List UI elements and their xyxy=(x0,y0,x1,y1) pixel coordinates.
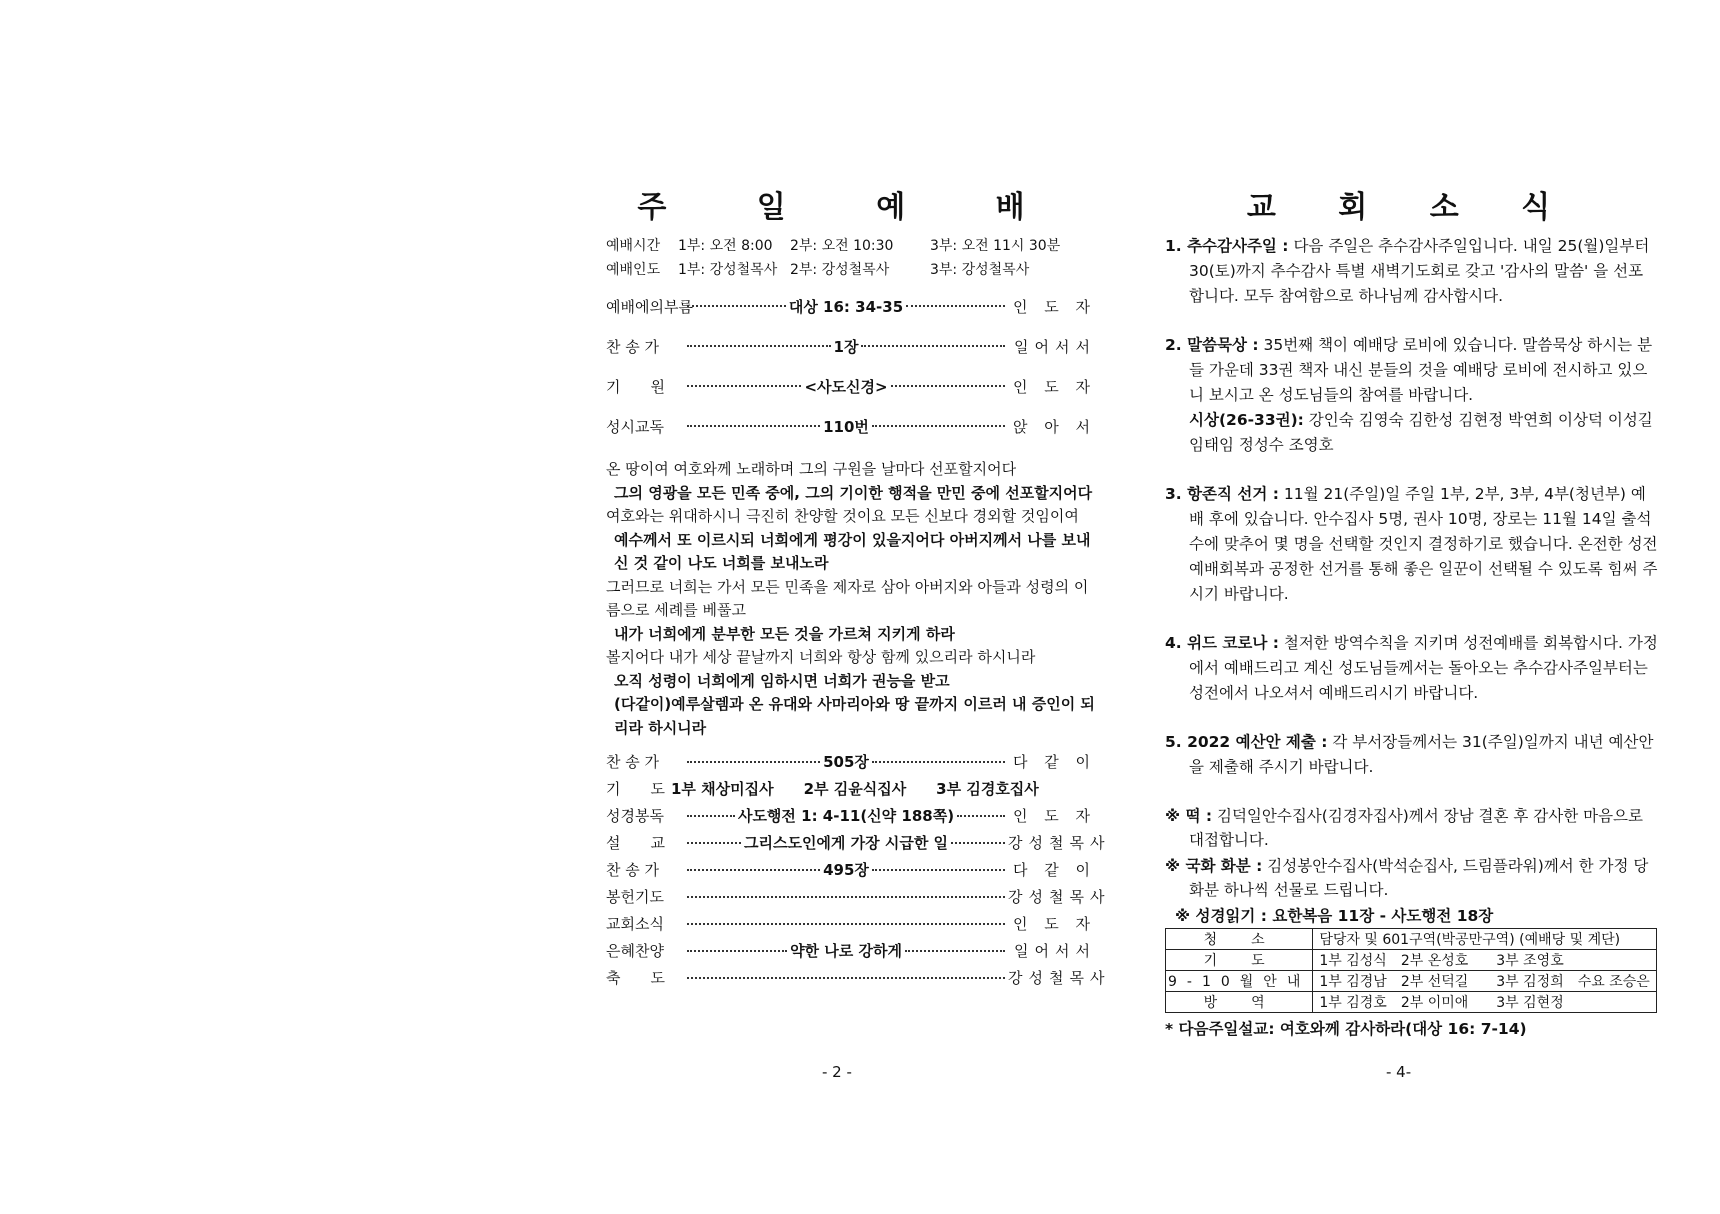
dotted-leader xyxy=(684,923,1008,925)
note-heading: ※ 떡 : xyxy=(1165,807,1213,825)
order-item xyxy=(606,829,1111,856)
worship-order-page xyxy=(606,190,1111,991)
order-item-name: 찬 송 가 xyxy=(606,861,660,879)
verse-line: 온 땅이여 여호와께 노래하며 그의 구원을 날마다 선포할지어다 xyxy=(606,460,1017,478)
news-item xyxy=(1165,631,1658,706)
order-item-leader: 일어서서 xyxy=(1014,942,1096,960)
leader-line xyxy=(906,305,1005,307)
dotted-leader xyxy=(684,896,1008,898)
order-item-leader: 인 도 자 xyxy=(1012,807,1096,825)
order-item-leader: 인 도 자 xyxy=(1012,377,1096,396)
news-body: 11월 21(주일)일 주일 1부, 2부, 3부, 4부(청년부) 예배 후에 있습니다. 안수집사 5명, 권사 10명, 장로는 11월 14일 출석수에 맞추어 몇 명을 선택할 것인지 결정하기로 했습니다. 온전한 성전예배회복과 공정한 선거를 통해 좋은 일꾼이 선택될 수 있도록 힘써 주시기 바랍니다. xyxy=(1189,485,1658,603)
order-item xyxy=(606,326,1096,366)
order-item-name: 찬 송 가 xyxy=(606,337,660,356)
news-heading: 2. 말씀묵상 : xyxy=(1165,336,1259,354)
leader-line xyxy=(687,345,831,347)
order-item xyxy=(606,406,1096,446)
leader-line xyxy=(861,345,1005,347)
order-item xyxy=(606,366,1096,406)
order-item-leader: 다 같 이 xyxy=(1012,861,1096,879)
order-item-content: 대상 16: 34-35 xyxy=(788,297,904,316)
order-top xyxy=(606,286,1096,446)
notes-list xyxy=(1165,804,1658,902)
verse-line: 여호와는 위대하시니 극진히 찬양할 것이요 모든 신보다 경외할 것임이여 xyxy=(606,507,1079,525)
order-item-leader: 인 도 자 xyxy=(1012,915,1096,933)
note-item xyxy=(1165,804,1658,852)
verse-line: 내가 너희에게 분부한 모든 것을 가르쳐 지키게 하라 xyxy=(614,624,955,643)
order-item xyxy=(606,937,1096,964)
duty-assignees: 담당자 및 601구역(박공만구역) (예배당 및 계단) xyxy=(1313,929,1656,950)
order-item-name: 교회소식 xyxy=(606,915,664,933)
dotted-leader xyxy=(684,940,1008,961)
duty-row xyxy=(1166,971,1657,992)
order-item-content: 그리스도인에게 가장 시급한 일 xyxy=(743,834,949,852)
order-item xyxy=(606,802,1096,829)
news-sub xyxy=(1189,408,1658,458)
dotted-leader xyxy=(684,376,1008,397)
responsive-reading xyxy=(606,458,1096,740)
duty-row xyxy=(1166,950,1657,971)
leader-line xyxy=(957,815,1005,817)
news-sub-heading: 시상(26-33권): xyxy=(1189,411,1304,429)
leader-line xyxy=(687,950,787,952)
news-heading: 3. 항존직 선거 : xyxy=(1165,485,1279,503)
note-item xyxy=(1165,854,1658,902)
leader-line xyxy=(687,896,1005,898)
order-item-content: 495장 xyxy=(823,861,869,879)
order-item-name: 기 도 xyxy=(606,780,665,798)
church-news-page xyxy=(1165,190,1658,1039)
verse-line: 예수께서 또 이르시되 너희에게 평강이 있을지어다 아버지께서 나를 보내신 것 같이 나도 너희를 보내노라 xyxy=(614,530,1091,572)
times-col-3: 3부: 강성철목사 xyxy=(930,262,1030,278)
leader-line xyxy=(872,761,1005,763)
dotted-leader xyxy=(684,805,1008,826)
order-item-content: <사도신경> xyxy=(804,377,888,396)
order-item-leader: 일어서서 xyxy=(1014,337,1096,356)
news-body: 다음 주일은 추수감사주일입니다. 내일 25(월)일부터 30(토)까지 추수감사 특별 새벽기도회로 갖고 '감사의 말씀' 을 선포합니다. 모두 참여함으로 하나님께 감사합시다. xyxy=(1189,237,1650,305)
order-bottom xyxy=(606,748,1111,991)
note-body: 김덕일안수집사(김경자집사)께서 장남 결혼 후 감사한 마음으로 대접합니다. xyxy=(1189,807,1644,849)
leader-line xyxy=(872,869,1005,871)
order-item-content: 약한 나로 강하게 xyxy=(790,942,902,960)
leader-line xyxy=(687,761,820,763)
duty-row xyxy=(1166,929,1657,950)
order-item-content: 505장 xyxy=(823,753,869,771)
duty-role: 9-10월안내 xyxy=(1166,971,1313,992)
order-item-content: 1장 xyxy=(833,337,859,356)
order-item xyxy=(606,856,1096,883)
order-item-name: 성시교독 xyxy=(606,417,664,436)
verse-line: 그의 영광을 모든 민족 중에, 그의 기이한 행적을 만민 중에 선포할지어다 xyxy=(614,483,1093,502)
times-col-1: 1부: 오전 8:00 xyxy=(678,238,773,254)
order-item xyxy=(606,910,1096,937)
times-row xyxy=(606,234,1096,258)
times-label: 예배시간 xyxy=(606,238,661,254)
dotted-leader xyxy=(684,336,1008,357)
times-label: 예배인도 xyxy=(606,262,661,278)
times-col-2: 2부: 오전 10:30 xyxy=(790,238,894,254)
order-item-content: 사도행전 1: 4-11(신약 188쪽) xyxy=(737,807,955,825)
dotted-leader xyxy=(684,416,1008,437)
leader-line xyxy=(687,923,1005,925)
news-heading: 1. 추수감사주일 : xyxy=(1165,237,1289,255)
next-sermon: * 다음주일설교: 여호와께 감사하라(대상 16: 7-14) xyxy=(1165,1020,1527,1038)
leader-line xyxy=(687,842,741,844)
duty-row xyxy=(1166,992,1657,1013)
news-body: 35번째 책이 예배당 로비에 있습니다. 말씀묵상 하시는 분들 가운데 33권 책자 내신 분들의 것을 예배당 로비에 전시하고 있으니 보시고 온 성도님들의 참여를 바랍니다. xyxy=(1189,336,1653,404)
order-item-content: 1부 채상미집사 2부 김윤식집사 3부 김경호집사 xyxy=(670,780,1039,798)
order-item-leader: 다 같 이 xyxy=(1012,753,1096,771)
page-number-right: - 4- xyxy=(1386,1063,1412,1081)
news-body: 각 부서장들께서는 31(주일)일까지 내년 예산안을 제출해 주시기 바랍니다. xyxy=(1189,733,1654,776)
leader-line xyxy=(687,385,801,387)
order-item-leader: 인 도 자 xyxy=(1012,297,1096,316)
order-item xyxy=(606,286,1096,326)
order-item-leader: 강성철목사 xyxy=(1008,969,1111,987)
order-item xyxy=(606,964,1111,991)
duty-assignees: 1부 김성식 2부 온성호 3부 조영호 xyxy=(1313,950,1656,971)
order-item xyxy=(606,883,1111,910)
service-times xyxy=(606,234,1096,282)
order-item-name: 봉헌기도 xyxy=(606,888,664,906)
verse-line: (다같이)예루살렘과 온 유대와 사마리아와 땅 끝까지 이르러 내 증인이 되리라 하시니라 xyxy=(614,695,1095,737)
order-item-name: 설 교 xyxy=(606,834,665,852)
page-title: 주 일 예 배 xyxy=(637,190,1065,225)
news-body: 철저한 방역수칙을 지키며 성전예배를 회복합시다. 가정에서 예배드리고 계신 성도님들께서는 돌아오는 추수감사주일부터는 성전에서 나오셔서 예배드리시기 바랍니다. xyxy=(1189,634,1658,702)
note-body: 김성봉안수집사(박석순집사, 드림플라워)께서 한 가정 당 화분 하나씩 선물로 드립니다. xyxy=(1189,857,1649,899)
news-heading: 4. 위드 코로나 : xyxy=(1165,634,1279,652)
page-number-left: - 2 - xyxy=(822,1063,852,1081)
times-col-2: 2부: 강성철목사 xyxy=(790,262,890,278)
order-item-leader: 강성철목사 xyxy=(1008,834,1111,852)
news-list xyxy=(1165,234,1658,780)
leader-line xyxy=(687,815,735,817)
verse-line: 볼지어다 내가 세상 끝날까지 너희와 항상 함께 있으리라 하시니라 xyxy=(606,648,1036,666)
dotted-leader xyxy=(684,751,1008,772)
leader-line xyxy=(687,977,1005,979)
duty-assignees: 1부 김경남 2부 선덕길 3부 김정희 수요 조승은 xyxy=(1313,971,1656,992)
order-item-leader: 강성철목사 xyxy=(1008,888,1111,906)
news-item xyxy=(1165,333,1658,458)
leader-line xyxy=(891,385,1005,387)
order-item-name: 은혜찬양 xyxy=(606,942,664,960)
order-item-leader: 앉 아 서 xyxy=(1012,417,1096,436)
news-heading: 5. 2022 예산안 제출 : xyxy=(1165,733,1328,751)
dotted-leader xyxy=(665,778,1045,799)
duty-assignees: 1부 김경호 2부 이미애 3부 김현정 xyxy=(1313,992,1656,1013)
news-item xyxy=(1165,234,1658,309)
order-item-name: 축 도 xyxy=(606,969,665,987)
order-item-name: 기 원 xyxy=(606,377,665,396)
order-item xyxy=(606,748,1096,775)
times-col-1: 1부: 강성철목사 xyxy=(678,262,778,278)
times-row xyxy=(606,258,1096,282)
leader-line xyxy=(687,305,786,307)
order-item-name: 예배에의부름 xyxy=(606,297,693,316)
note-heading: ※ 국화 화분 : xyxy=(1165,857,1263,875)
times-col-3: 3부: 오전 11시 30분 xyxy=(930,238,1061,254)
news-item xyxy=(1165,482,1658,607)
page-title: 교 회 소 식 xyxy=(1246,190,1577,225)
order-item xyxy=(606,775,1096,802)
duty-role: 청 소 xyxy=(1166,929,1313,950)
duty-table xyxy=(1165,928,1657,1013)
leader-line xyxy=(872,425,1005,427)
dotted-leader xyxy=(684,832,1008,853)
dotted-leader xyxy=(684,859,1008,880)
leader-line xyxy=(687,869,820,871)
news-item xyxy=(1165,730,1658,780)
order-item-name: 성경봉독 xyxy=(606,807,664,825)
verse-line: 그러므로 너희는 가서 모든 민족을 제자로 삼아 아버지와 아들과 성령의 이름으로 세례를 베풀고 xyxy=(606,577,1089,619)
news-sub-body: 강인숙 김영숙 김한성 김현정 박연희 이상덕 이성길 임태임 정성수 조영호 xyxy=(1189,411,1653,454)
duty-role: 기 도 xyxy=(1166,950,1313,971)
leader-line xyxy=(905,950,1005,952)
duty-role: 방 역 xyxy=(1166,992,1313,1013)
leader-line xyxy=(687,425,820,427)
dotted-leader xyxy=(684,977,1008,979)
dotted-leader xyxy=(684,296,1008,317)
order-item-name: 찬 송 가 xyxy=(606,753,660,771)
verse-line: 오직 성령이 너희에게 임하시면 너희가 권능을 받고 xyxy=(614,671,950,690)
bible-reading: ※ 성경읽기 : 요한복음 11장 - 사도행전 18장 xyxy=(1175,907,1494,925)
order-item-content: 110번 xyxy=(823,417,869,436)
leader-line xyxy=(951,842,1005,844)
